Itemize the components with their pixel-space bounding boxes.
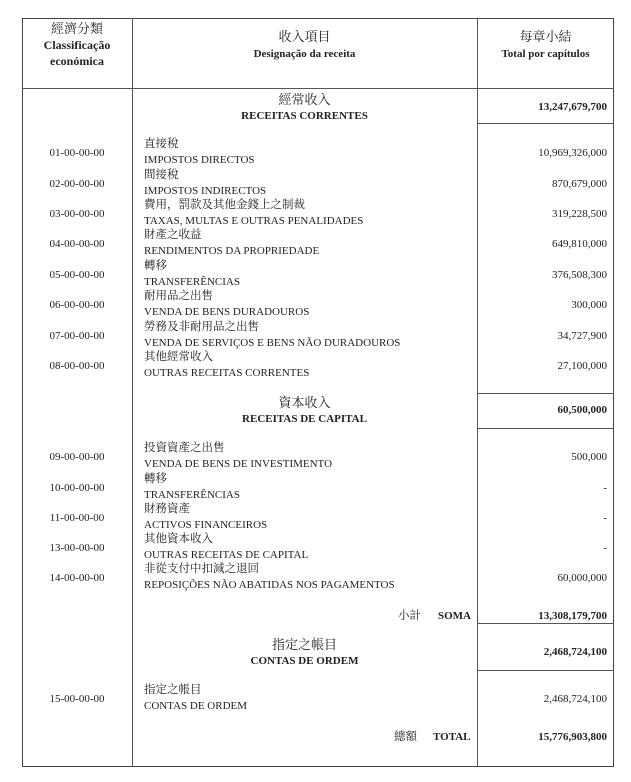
item-amount: 27,100,000 [557, 360, 607, 372]
item-code: 07-00-00-00 [49, 330, 105, 342]
item-code: 11-00-00-00 [49, 512, 105, 524]
contas-ordem-title-zh: 指定之帳目 [271, 637, 337, 652]
item-amount: 319,228,500 [552, 208, 607, 220]
receitas-correntes-title-pt: RECEITAS CORRENTES [241, 110, 368, 122]
item-code: 14-00-00-00 [49, 572, 105, 584]
item-amount: 34,727,900 [557, 330, 607, 342]
item-name-zh: 轉移 [144, 473, 167, 485]
item-code: 10-00-00-00 [49, 482, 105, 494]
item-amount: 60,000,000 [557, 572, 607, 584]
header-total-pt: Total por capítulos [501, 48, 590, 60]
total-label-pt: TOTAL [433, 731, 471, 743]
item-name-pt: VENDA DE BENS DURADOUROS [144, 306, 310, 318]
item-name-pt: IMPOSTOS DIRECTOS [144, 154, 255, 166]
item-code: 03-00-00-00 [49, 208, 105, 220]
item-name-pt: TRANSFERÊNCIAS [144, 489, 240, 501]
item-code: 09-00-00-00 [49, 451, 105, 463]
item-code: 04-00-00-00 [49, 238, 105, 250]
item-code: 01-00-00-00 [49, 147, 105, 159]
item-name-zh: 費用，罰款及其他金錢上之制裁 [144, 199, 305, 211]
item-amount: - [603, 512, 607, 524]
item-name-pt: VENDA DE SERVIÇOS E BENS NÃO DURADOUROS [144, 337, 401, 349]
row-divider [477, 393, 614, 394]
receitas-correntes-total: 13,247,679,700 [538, 101, 607, 113]
item-name-zh: 間接稅 [144, 169, 179, 181]
item-code: 05-00-00-00 [49, 269, 105, 281]
grand-total-amount: 15,776,903,800 [538, 731, 607, 743]
item-code: 06-00-00-00 [49, 299, 105, 311]
item-name-pt: REPOSIÇÕES NÃO ABATIDAS NOS PAGAMENTOS [144, 579, 395, 591]
item-name-zh: 直接稅 [144, 138, 179, 150]
item-name-zh: 勞務及非耐用品之出售 [144, 321, 259, 333]
contas-ordem-total: 2,468,724,100 [543, 646, 607, 658]
soma-label-zh: 小計 [398, 610, 421, 622]
row-divider [477, 670, 614, 671]
item-code: 15-00-00-00 [49, 693, 105, 705]
item-name-zh: 其他經常收入 [144, 351, 213, 363]
item-amount: 300,000 [571, 299, 607, 311]
row-divider [477, 428, 614, 429]
item-amount: - [603, 542, 607, 554]
item-name-zh: 非從支付中扣減之退回 [144, 563, 259, 575]
item-name-pt: VENDA DE BENS DE INVESTIMENTO [144, 458, 333, 470]
item-amount: 500,000 [571, 451, 607, 463]
item-amount: 649,810,000 [552, 238, 607, 250]
item-name-pt: IMPOSTOS INDIRECTOS [144, 185, 267, 197]
item-amount: - [603, 482, 607, 494]
item-name-pt: OUTRAS RECEITAS DE CAPITAL [144, 549, 309, 561]
soma-label-pt: SOMA [438, 610, 471, 622]
header-class-pt: Classificação [43, 38, 111, 52]
receitas-capital-total: 60,500,000 [557, 404, 607, 416]
item-amount: 376,508,300 [552, 269, 607, 281]
item-code: 13-00-00-00 [49, 542, 105, 554]
item-amount: 2,468,724,100 [543, 693, 607, 705]
item-name-pt: TRANSFERÊNCIAS [144, 276, 240, 288]
item-name-zh: 轉移 [144, 260, 167, 272]
item-name-pt: OUTRAS RECEITAS CORRENTES [144, 367, 310, 379]
receitas-capital-title-pt: RECEITAS DE CAPITAL [242, 413, 367, 425]
receitas-capital-title-zh: 資本收入 [278, 395, 331, 410]
item-name-zh: 其他資本收入 [144, 533, 213, 545]
header-divider [22, 88, 614, 89]
header-class-zh: 經濟分類 [50, 21, 103, 36]
item-name-zh: 財務資產 [144, 503, 190, 515]
item-amount: 870,679,000 [552, 178, 607, 190]
item-name-pt: CONTAS DE ORDEM [144, 700, 248, 712]
item-name-zh: 指定之帳目 [144, 684, 202, 696]
item-name-zh: 財產之收益 [144, 229, 202, 241]
header-total-zh: 每章小結 [519, 29, 572, 44]
total-label-zh: 總額 [394, 731, 417, 743]
item-name-zh: 耐用品之出售 [144, 290, 213, 302]
receitas-correntes-title-zh: 經常收入 [278, 92, 331, 107]
row-divider [477, 623, 614, 624]
soma-amount: 13,308,179,700 [538, 610, 607, 622]
item-code: 02-00-00-00 [49, 178, 105, 190]
item-name-pt: TAXAS, MULTAS E OUTRAS PENALIDADES [144, 215, 364, 227]
header-desig-pt: Designação da receita [253, 48, 356, 60]
header-desig-zh: 收入項目 [278, 29, 331, 44]
item-name-pt: ACTIVOS FINANCEIROS [144, 519, 268, 531]
item-amount: 10,969,326,000 [538, 147, 607, 159]
header-class-pt2: económica [50, 54, 104, 68]
contas-ordem-title-pt: CONTAS DE ORDEM [250, 655, 359, 667]
item-code: 08-00-00-00 [49, 360, 105, 372]
item-name-pt: RENDIMENTOS DA PROPRIEDADE [144, 245, 320, 257]
item-name-zh: 投資資產之出售 [144, 442, 225, 454]
row-divider [477, 123, 614, 124]
